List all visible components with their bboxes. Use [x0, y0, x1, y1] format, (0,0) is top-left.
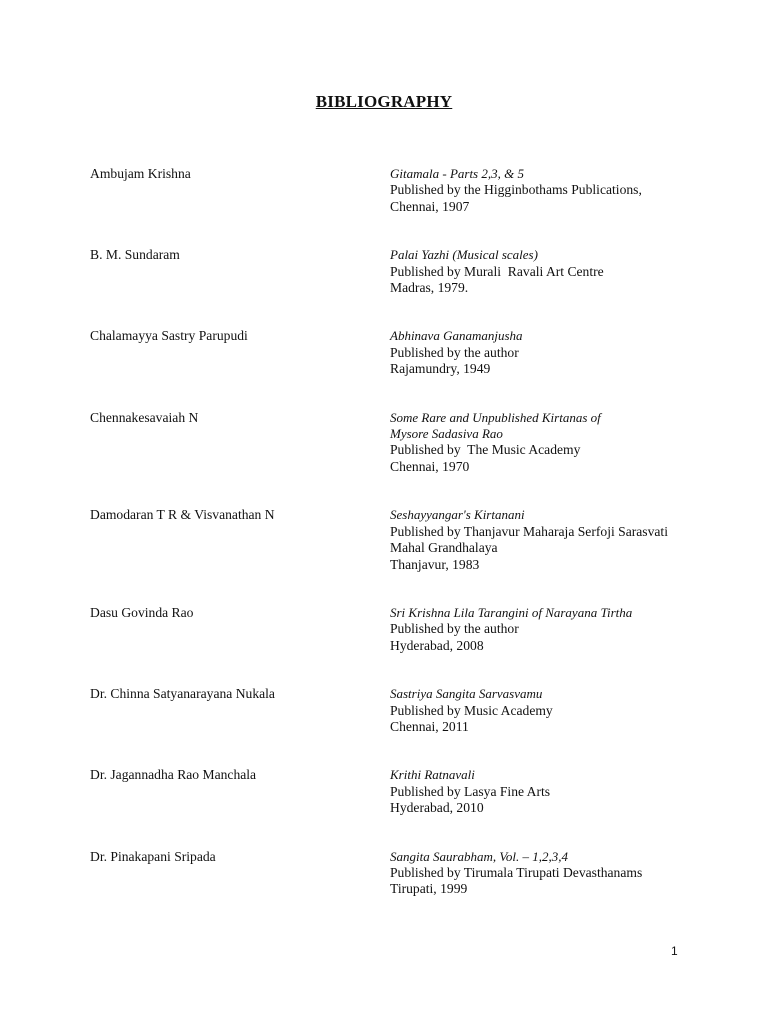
entry-title: Palai Yazhi (Musical scales)	[390, 247, 538, 263]
entry-details	[390, 507, 710, 573]
entry-publisher: Published by Thanjavur Maharaja Serfoji Sarasvati	[390, 523, 668, 539]
entry-author: Ambujam Krishna	[90, 166, 191, 181]
entry-details	[390, 328, 710, 377]
entry-title: Seshayyangar's Kirtanani	[390, 507, 525, 523]
entry-author: B. M. Sundaram	[90, 247, 180, 263]
entry-details	[390, 247, 710, 296]
entry-details	[390, 605, 710, 654]
entry-place-year: Hyderabad, 2008	[390, 637, 484, 653]
entry-details	[390, 166, 710, 215]
bibliography-entry	[90, 605, 710, 654]
entry-place-year: Hyderabad, 2010	[390, 800, 484, 816]
entry-publisher: Published by Music Academy	[390, 702, 553, 718]
entry-author: Chalamayya Sastry Parupudi	[90, 328, 248, 344]
entry-place-year: Chennai, 1907	[390, 198, 470, 214]
entry-title: Gitamala - Parts 2,3, & 5	[390, 166, 524, 181]
entry-title: Sangita Saurabham, Vol. – 1,2,3,4	[390, 848, 569, 864]
entry-publisher: Published by the author	[390, 344, 519, 360]
bibliography-entry	[90, 849, 710, 898]
entry-title-line-2: Mysore Sadasiva Rao	[390, 426, 503, 442]
bibliography-entry	[90, 166, 710, 215]
entry-author: Damodaran T R & Visvanathan N	[90, 507, 275, 523]
entry-publisher-cont: Mahal Grandhalaya	[390, 540, 498, 556]
entry-publisher: Published by The Music Academy	[390, 442, 581, 458]
entry-place-year: Rajamundry, 1949	[390, 361, 491, 377]
entry-author: Dr. Chinna Satyanarayana Nukala	[90, 686, 275, 702]
entry-details	[390, 767, 710, 816]
bibliography-entry	[90, 247, 710, 296]
entry-author: Dr. Pinakapani Sripada	[90, 848, 216, 864]
page-title: BIBLIOGRAPHY	[315, 92, 453, 111]
entry-author: Dr. Jagannadha Rao Manchala	[90, 767, 257, 783]
entry-place-year: Thanjavur, 1983	[390, 556, 480, 572]
page-number: 1	[671, 944, 678, 958]
entry-title: Abhinava Ganamanjusha	[390, 328, 523, 344]
entry-publisher: Published by Murali Ravali Art Centre	[390, 263, 604, 279]
bibliography-list	[90, 166, 710, 898]
entry-details	[390, 686, 710, 735]
bibliography-entry	[90, 328, 710, 377]
bibliography-entry	[90, 507, 710, 573]
entry-place-year: Chennai, 2011	[390, 718, 469, 734]
entry-publisher: Published by Tirumala Tirupati Devasthanams	[390, 864, 643, 880]
entry-place-year: Tirupati, 1999	[390, 881, 468, 897]
bibliography-entry	[90, 767, 710, 816]
entry-title: Sri Krishna Lila Tarangini of Narayana Tirtha	[390, 604, 633, 620]
entry-place-year: Chennai, 1970	[390, 458, 470, 474]
entry-details	[390, 849, 710, 898]
entry-publisher: Published by Lasya Fine Arts	[390, 783, 551, 799]
entry-author: Dasu Govinda Rao	[90, 604, 194, 620]
entry-author: Chennakesavaiah N	[90, 409, 199, 425]
entry-title-line-1: Some Rare and Unpublished Kirtanas of	[390, 409, 601, 425]
entry-publisher: Published by the author	[390, 621, 519, 637]
bibliography-entry	[90, 410, 710, 476]
entry-details	[390, 410, 710, 476]
entry-title: Krithi Ratnavali	[390, 767, 475, 783]
entry-publisher: Published by the Higginbothams Publications,	[390, 182, 642, 198]
entry-title: Sastriya Sangita Sarvasvamu	[390, 686, 543, 702]
bibliography-entry	[90, 686, 710, 735]
entry-place-year: Madras, 1979.	[390, 280, 469, 296]
